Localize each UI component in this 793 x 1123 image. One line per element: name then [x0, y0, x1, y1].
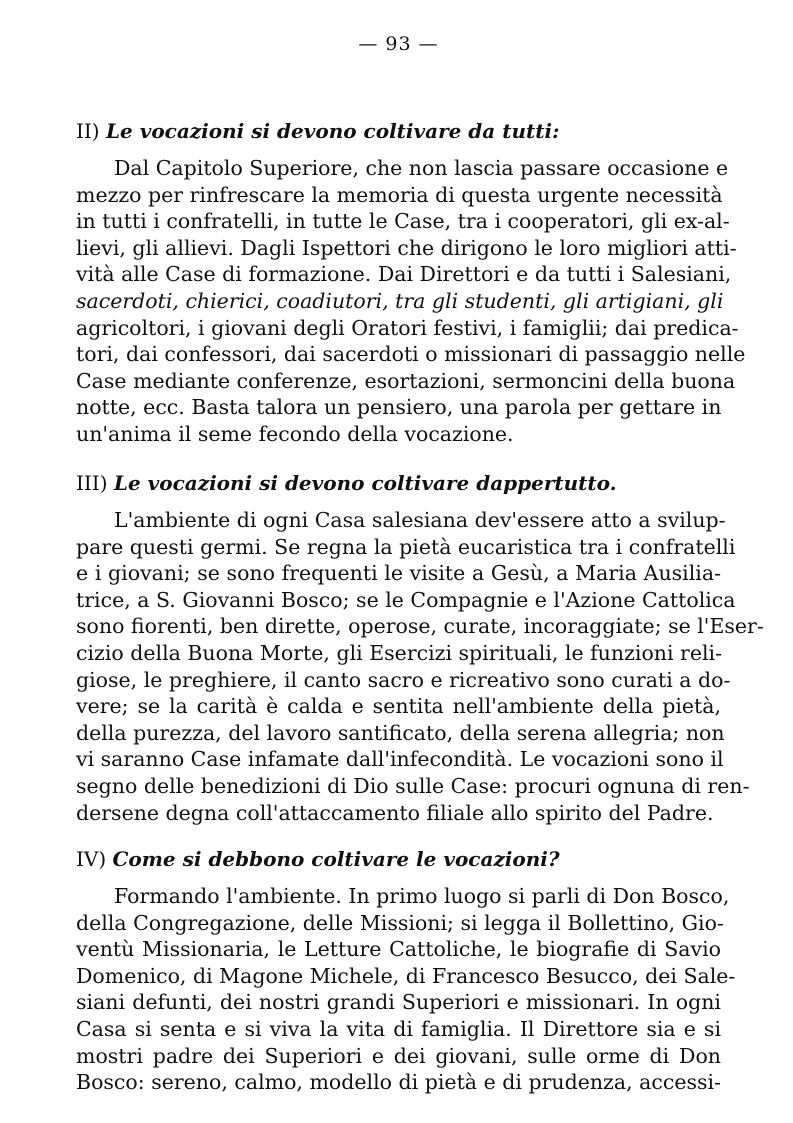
- section-heading: [76, 118, 721, 145]
- text-line: della Congregazione, delle Missioni; si legga il Bollettino, Gio-: [76, 910, 724, 935]
- section-title: Le vocazioni si devono coltivare da tutti:: [105, 119, 560, 143]
- section-iii: [76, 470, 764, 826]
- text-line: lievi, gli allievi. Dagli Ispettori che dirigono le loro migliori atti-: [76, 235, 737, 260]
- section-heading: [76, 470, 721, 497]
- section-number: III): [76, 471, 108, 495]
- text-line: trice, a S. Giovanni Bosco; se le Compagnie e l'Azione Cattolica: [76, 587, 736, 612]
- text-line: mostri padre dei Superiori e dei giovani, sulle orme di Don: [76, 1043, 721, 1068]
- page-number: — 93 —: [358, 33, 439, 55]
- text-line: tori, dai confessori, dai sacerdoti o missionari di passaggio nelle: [76, 342, 746, 367]
- text-line: dersene degna coll'attaccamento filiale allo spirito del Padre.: [76, 800, 714, 825]
- text-line: vità alle Case di formazione. Dai Direttori e da tutti i Salesiani,: [76, 262, 732, 287]
- section-title: Le vocazioni si devono coltivare dappertutto.: [113, 471, 617, 495]
- text-line: Domenico, di Magone Michele, di Francesco Besucco, dei Sale-: [76, 963, 736, 988]
- text-line: Bosco: sereno, calmo, modello di pietà e di prudenza, accessi-: [76, 1070, 721, 1095]
- text-line: siani defunti, dei nostri grandi Superiori e missionari. In ogni: [76, 990, 721, 1015]
- text-line: in tutti i confratelli, in tutte le Case, tra i cooperatori, gli ex-al-: [76, 209, 730, 234]
- text-line: agricoltori, i giovani degli Oratori festivi, i famiglii; dai predica-: [76, 315, 739, 340]
- text-line: ventù Missionaria, le Letture Cattoliche, le biografie di Savio: [76, 937, 721, 962]
- text-line: vere; se la carità è calda e sentita nell'ambiente della pietà,: [76, 694, 721, 719]
- section-number: II): [76, 119, 100, 143]
- text-line: vi saranno Case infamate dall'infecondità. Le vocazioni sono il: [76, 747, 724, 772]
- section-body: [76, 155, 746, 448]
- section-body: [76, 883, 736, 1096]
- text-line: cizio della Buona Morte, gli Esercizi spirituali, le funzioni reli-: [76, 640, 723, 665]
- text-line: mezzo per rinfrescare la memoria di questa urgente necessità: [76, 182, 723, 207]
- text-line: L'ambiente di ogni Casa salesiana dev'essere atto a svilup-: [114, 508, 726, 532]
- text-line: giose, le preghiere, il canto sacro e ricreativo sono curati a do-: [76, 667, 731, 692]
- text-line: pare questi germi. Se regna la pietà eucaristica tra i confratelli: [76, 534, 736, 559]
- text-line: sono fiorenti, ben dirette, operose, curate, incoraggiate; se l'Eser-: [76, 614, 764, 639]
- text-line: Case mediante conferenze, esortazioni, sermoncini della buona: [76, 368, 736, 393]
- text-line: e i giovani; se sono frequenti le visite a Gesù, a Maria Ausilia-: [76, 561, 721, 586]
- text-line: Casa si senta e si viva la vita di famiglia. Il Direttore sia e si: [76, 1016, 721, 1041]
- text-line: notte, ecc. Basta talora un pensiero, una parola per gettare in: [76, 395, 722, 420]
- text-line: sacerdoti, chierici, coadiutori, tra gli studenti, gli artigiani, gli: [76, 288, 724, 313]
- text-line: un'anima il seme fecondo della vocazione.: [76, 421, 514, 446]
- section-title: Come si debbono coltivare le vocazioni?: [112, 847, 560, 871]
- section-iv: [76, 846, 736, 1096]
- text-line: segno delle benedizioni di Dio sulle Case: procuri ognuna di ren-: [76, 773, 750, 798]
- text-line: della purezza, del lavoro santificato, della serena allegria; non: [76, 720, 725, 745]
- text-line: Dal Capitolo Superiore, che non lascia passare occasione e: [114, 156, 729, 180]
- section-heading: [76, 846, 721, 873]
- text-line: Formando l'ambiente. In primo luogo si parli di Don Bosco,: [114, 884, 730, 908]
- section-number: IV): [76, 847, 107, 871]
- section-body: [76, 507, 764, 826]
- section-ii: [76, 118, 746, 448]
